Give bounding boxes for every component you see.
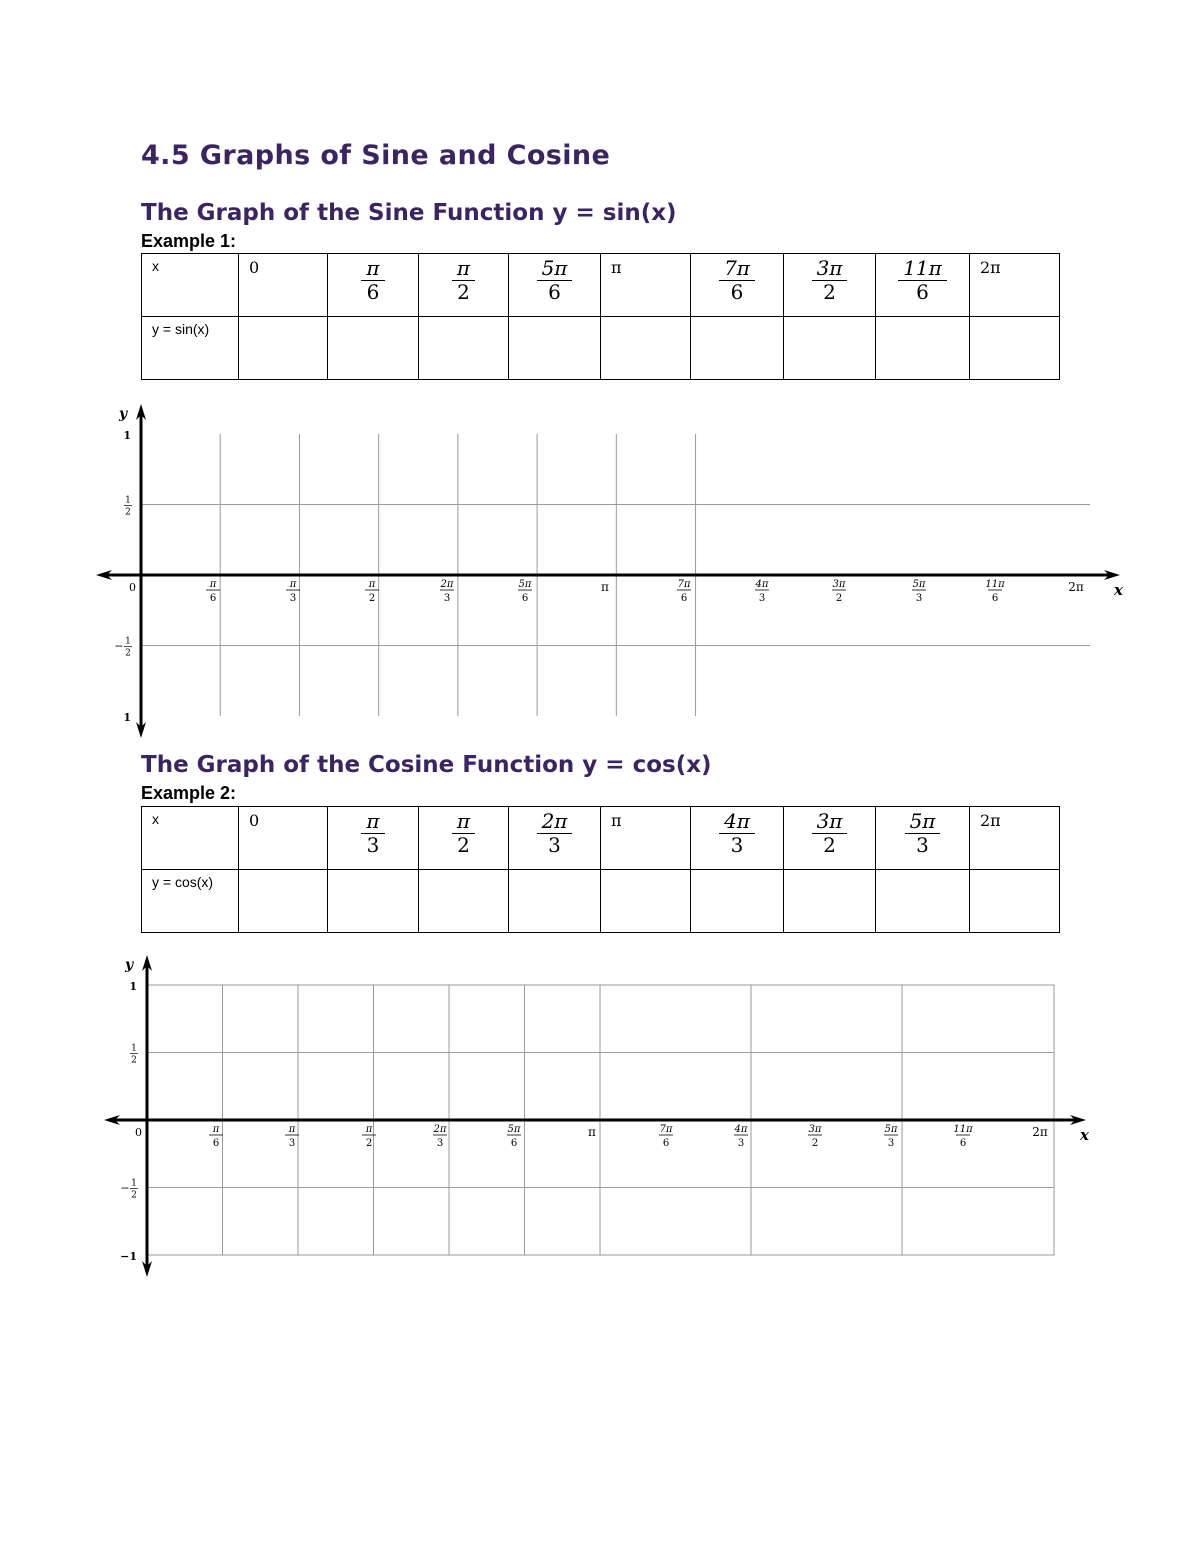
plain-value: 0 xyxy=(249,811,260,830)
x-tick-label-num: 5π xyxy=(884,1124,898,1135)
x-tick-label-den: 2 xyxy=(835,593,843,604)
cosine-answer-cell[interactable] xyxy=(419,870,509,933)
x-tick-label: 2π xyxy=(1032,1125,1048,1139)
plain-value: 0 xyxy=(249,258,260,277)
sine-x-cell xyxy=(784,254,876,317)
y-tick-num: 1 xyxy=(131,1178,137,1189)
x-tick-label-num: 4π xyxy=(734,1124,748,1135)
y-tick-sign: − xyxy=(114,639,124,653)
x-tick-label-den: 6 xyxy=(959,1138,967,1149)
fraction-denominator: 6 xyxy=(916,280,929,304)
sine-y-label: y = sin(x) xyxy=(142,317,239,380)
cosine-x-cell xyxy=(509,807,601,870)
x-tick-label-num: π xyxy=(289,579,297,590)
sine-x-cell xyxy=(419,254,509,317)
cosine-graph xyxy=(0,950,1200,1285)
x-tick-label-num: 3π xyxy=(808,1124,822,1135)
x-tick-label: π xyxy=(601,580,609,594)
cosine-answer-cell[interactable] xyxy=(239,870,328,933)
y-tick-num: 1 xyxy=(125,495,131,506)
x-tick-label: π xyxy=(588,1125,596,1139)
x-tick-label-num: 5π xyxy=(912,579,926,590)
sine-x-label: x xyxy=(142,254,239,317)
x-tick-label-num: π xyxy=(288,1124,296,1135)
cosine-x-cell xyxy=(419,807,509,870)
sine-example-label: Example 1: xyxy=(141,231,237,251)
plain-value: 2π xyxy=(980,258,1001,277)
cosine-answer-cell[interactable] xyxy=(601,870,691,933)
sine-graph xyxy=(0,395,1200,745)
sine-answer-cell[interactable] xyxy=(970,317,1060,380)
fraction-numerator: π xyxy=(361,810,384,834)
x-tick-label-num: 7π xyxy=(659,1124,673,1135)
plain-value: π xyxy=(611,258,622,277)
fraction-numerator: 7π xyxy=(719,257,755,281)
fraction-denominator: 2 xyxy=(457,833,470,857)
cosine-value-table xyxy=(141,806,1060,933)
cosine-y-row xyxy=(142,870,1060,933)
x-tick-label-den: 3 xyxy=(436,1138,444,1149)
y-tick-label: 1 xyxy=(123,711,131,724)
fraction-denominator: 2 xyxy=(823,833,836,857)
x-tick-label-num: π xyxy=(365,1124,373,1135)
sine-answer-cell[interactable] xyxy=(601,317,691,380)
fraction-numerator: 5π xyxy=(537,257,573,281)
x-tick-label-den: 3 xyxy=(758,593,766,604)
x-tick-label: 2π xyxy=(1068,580,1084,594)
cosine-heading: The Graph of the Cosine Function y = cos(x) xyxy=(141,752,712,778)
y-tick-num: 1 xyxy=(125,636,131,647)
sine-x-cell xyxy=(239,254,328,317)
origin-label: 0 xyxy=(135,1126,142,1139)
fraction-denominator: 6 xyxy=(548,280,561,304)
sine-x-cell xyxy=(876,254,970,317)
x-tick-label-num: 2π xyxy=(433,1124,447,1135)
fraction-numerator: π xyxy=(361,257,384,281)
sine-heading: The Graph of the Sine Function y = sin(x) xyxy=(141,200,677,226)
x-tick-label-num: π xyxy=(209,579,217,590)
sine-answer-cell[interactable] xyxy=(509,317,601,380)
cosine-example-label: Example 2: xyxy=(141,783,237,803)
cosine-answer-cell[interactable] xyxy=(509,870,601,933)
x-tick-label-den: 6 xyxy=(510,1138,518,1149)
y-tick-num: 1 xyxy=(131,1043,137,1054)
cosine-answer-cell[interactable] xyxy=(784,870,876,933)
x-tick-label-den: 3 xyxy=(915,593,923,604)
x-tick-label-den: 6 xyxy=(680,593,688,604)
fraction-denominator: 2 xyxy=(823,280,836,304)
fraction-numerator: 4π xyxy=(719,810,755,834)
origin-label: 0 xyxy=(129,581,136,594)
x-axis-label: x xyxy=(1114,581,1123,599)
sine-answer-cell[interactable] xyxy=(784,317,876,380)
y-tick-den: 2 xyxy=(125,648,131,659)
x-tick-label-den: 3 xyxy=(737,1138,745,1149)
x-tick-label-num: 2π xyxy=(440,579,454,590)
sine-x-cell xyxy=(509,254,601,317)
x-tick-label-den: 6 xyxy=(209,593,217,604)
page-title: 4.5 Graphs of Sine and Cosine xyxy=(141,140,611,171)
sine-value-table xyxy=(141,253,1060,380)
cosine-x-cell xyxy=(876,807,970,870)
fraction-numerator: 5π xyxy=(905,810,941,834)
x-tick-label-num: 5π xyxy=(507,1124,521,1135)
x-tick-label-num: 11π xyxy=(985,579,1005,590)
fraction-denominator: 2 xyxy=(457,280,470,304)
sine-answer-cell[interactable] xyxy=(876,317,970,380)
sine-x-cell xyxy=(328,254,419,317)
plain-value: π xyxy=(611,811,622,830)
x-tick-label-den: 6 xyxy=(991,593,999,604)
fraction-numerator: π xyxy=(452,257,475,281)
x-tick-label-den: 6 xyxy=(521,593,529,604)
fraction-numerator: π xyxy=(452,810,475,834)
y-axis-label: y xyxy=(125,957,134,973)
y-tick-label: 1 xyxy=(123,429,131,442)
y-tick-den: 2 xyxy=(131,1055,137,1066)
x-tick-label-den: 3 xyxy=(887,1138,895,1149)
y-tick-den: 2 xyxy=(131,1190,137,1201)
cosine-answer-cell[interactable] xyxy=(970,870,1060,933)
cosine-answer-cell[interactable] xyxy=(691,870,784,933)
x-tick-label-den: 6 xyxy=(212,1138,220,1149)
sine-answer-cell[interactable] xyxy=(419,317,509,380)
x-tick-label-den: 2 xyxy=(365,1138,373,1149)
x-tick-label-den: 6 xyxy=(662,1138,670,1149)
cosine-x-cell xyxy=(328,807,419,870)
sine-x-cell xyxy=(970,254,1060,317)
plain-value: 2π xyxy=(980,811,1001,830)
sine-answer-cell[interactable] xyxy=(691,317,784,380)
fraction-denominator: 3 xyxy=(730,833,744,857)
fraction-numerator: 3π xyxy=(812,257,848,281)
fraction-denominator: 6 xyxy=(730,280,744,304)
cosine-x-cell xyxy=(691,807,784,870)
y-axis-label: y xyxy=(119,406,128,422)
x-tick-label-num: 11π xyxy=(953,1124,973,1135)
x-tick-label-num: π xyxy=(368,579,376,590)
x-tick-label-num: 5π xyxy=(518,579,532,590)
y-tick-label: 1 xyxy=(129,980,137,993)
sine-answer-cell[interactable] xyxy=(328,317,419,380)
x-tick-label-den: 2 xyxy=(811,1138,819,1149)
sine-x-cell xyxy=(601,254,691,317)
x-axis-label: x xyxy=(1080,1126,1089,1144)
x-tick-label-num: 4π xyxy=(755,579,769,590)
cosine-x-row xyxy=(142,807,1060,870)
cosine-x-cell xyxy=(601,807,691,870)
cosine-y-label: y = cos(x) xyxy=(142,870,239,933)
cosine-answer-cell[interactable] xyxy=(876,870,970,933)
fraction-numerator: 3π xyxy=(812,810,848,834)
fraction-numerator: 2π xyxy=(537,810,573,834)
cosine-x-cell xyxy=(784,807,876,870)
x-tick-label-num: 3π xyxy=(832,579,846,590)
cosine-x-label: x xyxy=(142,807,239,870)
fraction-denominator: 3 xyxy=(366,833,380,857)
sine-x-cell xyxy=(691,254,784,317)
fraction-denominator: 6 xyxy=(366,280,380,304)
x-tick-label-den: 3 xyxy=(288,1138,296,1149)
fraction-denominator: 3 xyxy=(548,833,561,857)
x-tick-label-num: 7π xyxy=(677,579,691,590)
sine-x-row xyxy=(142,254,1060,317)
x-tick-label-num: π xyxy=(212,1124,220,1135)
cosine-x-cell xyxy=(970,807,1060,870)
fraction-denominator: 3 xyxy=(916,833,929,857)
y-tick-sign: − xyxy=(120,1181,130,1195)
cosine-x-cell xyxy=(239,807,328,870)
cosine-answer-cell[interactable] xyxy=(328,870,419,933)
x-tick-label-den: 3 xyxy=(443,593,451,604)
fraction-numerator: 11π xyxy=(898,257,947,281)
x-tick-label-den: 3 xyxy=(289,593,297,604)
sine-answer-cell[interactable] xyxy=(239,317,328,380)
y-tick-den: 2 xyxy=(125,507,131,518)
sine-y-row xyxy=(142,317,1060,380)
y-tick-label: −1 xyxy=(120,1250,137,1263)
x-tick-label-den: 2 xyxy=(368,593,376,604)
